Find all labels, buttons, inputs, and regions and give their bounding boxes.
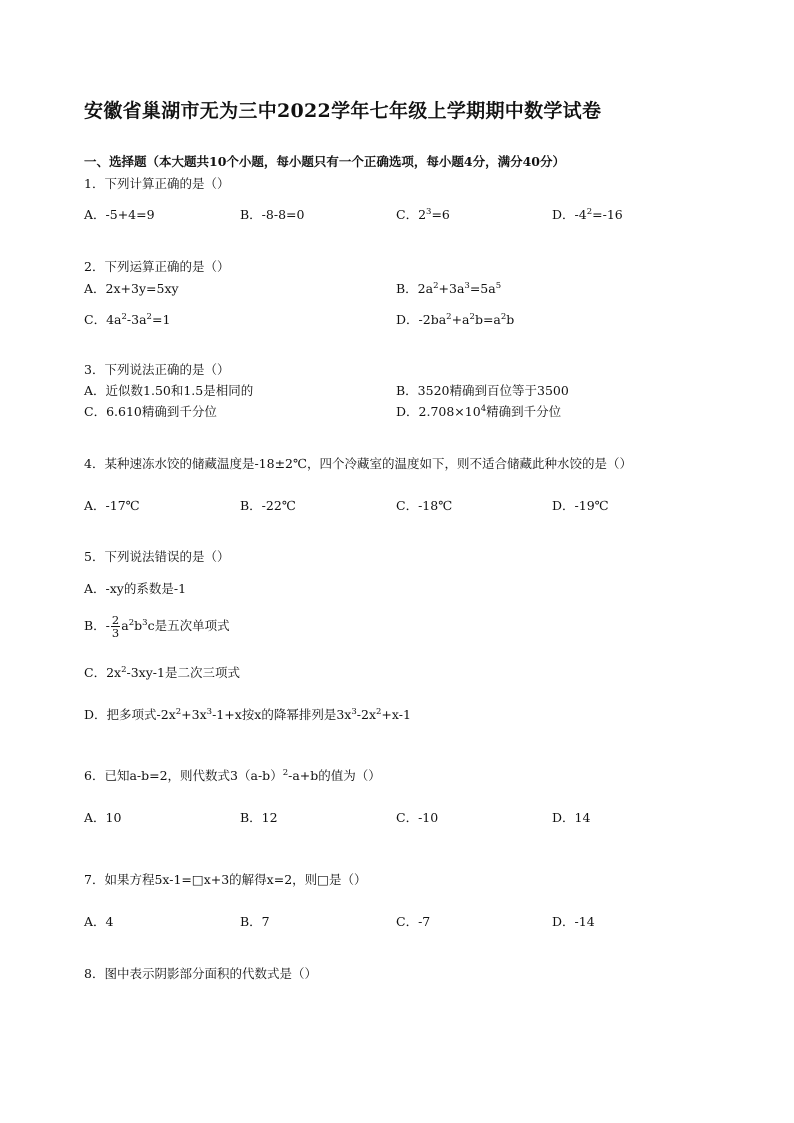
section-heading: 一、选择题（本大题共10个小题，每小题只有一个正确选项，每小题4分，满分40分） [84, 154, 565, 169]
question-8-stem: 8．图中表示阴影部分面积的代数式是（） [84, 966, 317, 981]
question-2-option-b: B．$2a^2+3a^3=5a^5$ [396, 281, 502, 296]
question-4-stem: 4．某种速冻水饺的储藏温度是-18±2℃，四个冷藏室的温度如下，则不适合储藏此种水饺的是（） [84, 456, 632, 471]
question-4-option-c: C．-18℃ [396, 498, 453, 513]
question-4-option-b: B．-22℃ [240, 498, 296, 513]
question-5-option-b: B．- $\frac{2}{3}$ $a^2b^3c$是五次单项式 [84, 613, 230, 640]
exam-title: 安徽省巢湖市无为三中2022学年七年级上学期期中数学试卷 [84, 100, 602, 122]
question-3-option-b: B．3520精确到百位等于3500 [396, 383, 569, 398]
question-1-stem: 1．下列计算正确的是（） [84, 176, 230, 191]
question-5-option-a: A．-xy的系数是-1 [84, 581, 187, 596]
question-2-stem: 2．下列运算正确的是（） [84, 259, 230, 274]
question-3-option-a: A．近似数1.50和1.5是相同的 [84, 383, 254, 398]
question-1-option-b: B．-8-8=0 [240, 207, 305, 222]
question-3-stem: 3．下列说法正确的是（） [84, 362, 230, 377]
fraction: $\frac{2}{3}$ [111, 613, 120, 640]
question-6-option-c: C．-10 [396, 810, 439, 825]
question-3-option-d: D．$2.708\times 10^4$精确到千分位 [396, 404, 562, 419]
question-6-option-a: A．10 [84, 810, 122, 825]
question-5-option-d: D．把多项式$-2x^2+3x^3-1+x$按x的降幂排列是$3x^3-2x^2+x-1$ [84, 707, 411, 722]
question-3-option-c: C．6.610精确到千分位 [84, 404, 217, 419]
question-2-option-a: A．2x+3y=5xy [84, 281, 179, 296]
question-7-option-a: A．4 [84, 914, 114, 929]
question-6-stem: 6．已知a-b=2，则代数式$3(a-b)^2-a+b$的值为（） [84, 768, 381, 783]
question-6-option-b: B．12 [240, 810, 278, 825]
question-7-option-c: C．-7 [396, 914, 431, 929]
question-2-option-d: D．$-2ba^2+a^2b=a^2b$ [396, 312, 515, 327]
question-5-option-c: C．$2x^2-3xy-1$是二次三项式 [84, 665, 240, 680]
question-1-option-c: C．$2^3=6$ [396, 207, 450, 222]
question-1-option-a: A．-5+4=9 [84, 207, 155, 222]
question-7-option-d: D．-14 [552, 914, 595, 929]
question-2-option-c: C．$4a^2-3a^2=1$ [84, 312, 171, 327]
question-4-option-d: D．-19℃ [552, 498, 609, 513]
question-7-stem: 7．如果方程5x-1=□x+3的解得x=2，则□是（） [84, 872, 367, 887]
question-7-option-b: B．7 [240, 914, 270, 929]
question-1-option-d: D．$-4^2=-16$ [552, 207, 623, 222]
question-5-stem: 5．下列说法错误的是（） [84, 549, 230, 564]
question-6-option-d: D．14 [552, 810, 591, 825]
question-4-option-a: A．-17℃ [84, 498, 140, 513]
